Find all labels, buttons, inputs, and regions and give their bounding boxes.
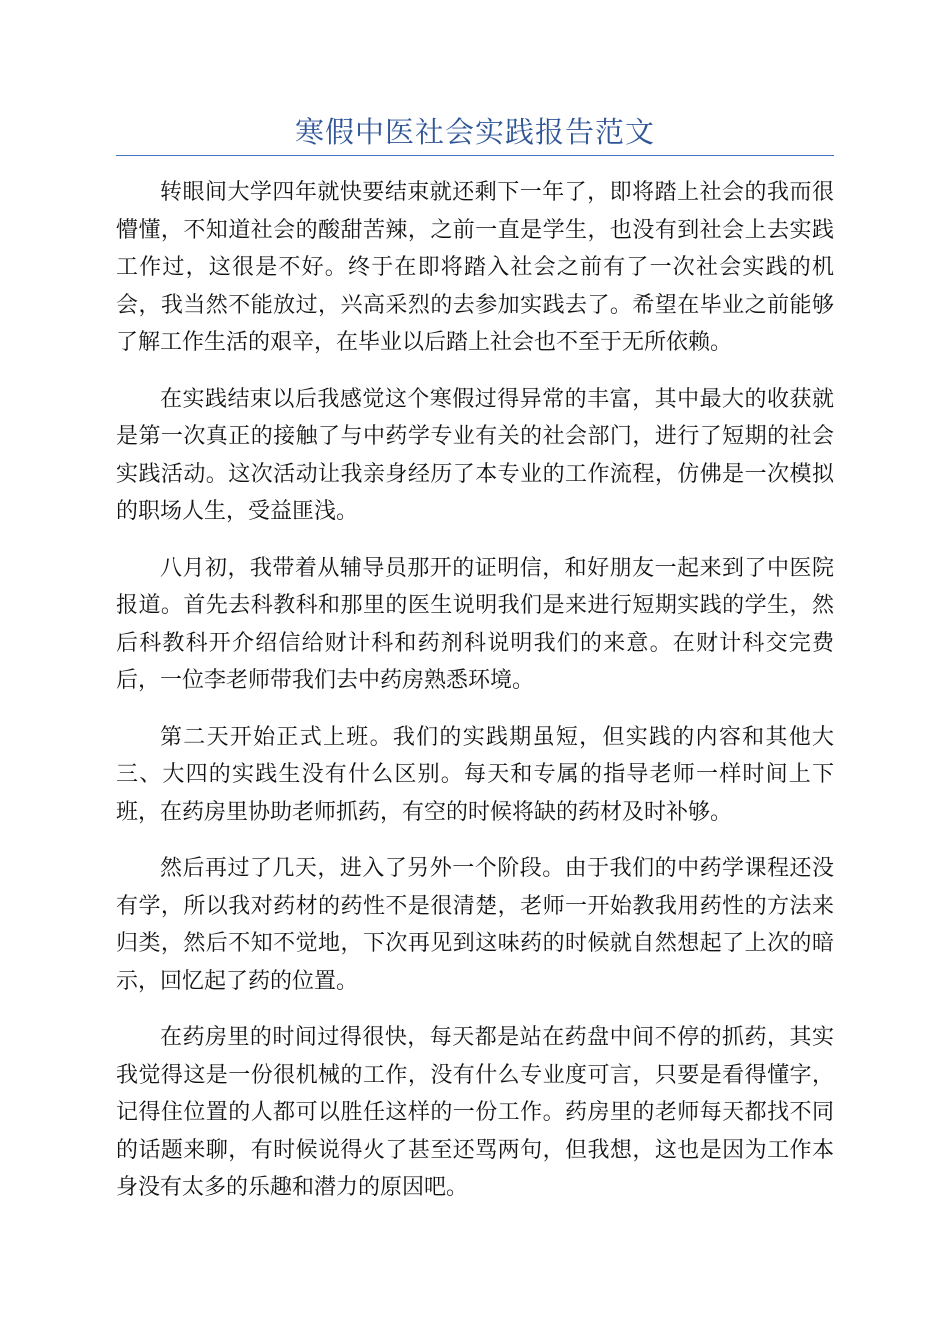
document-title: 寒假中医社会实践报告范文	[294, 115, 655, 149]
paragraph: 在药房里的时间过得很快，每天都是站在药盘中间不停的抓药，其实我觉得这是一份很机械的工作，没有什么专业度可言，只要是看得懂字，记得住位置的人都可以胜任这样的一份工作。药房里的老师每天都找不同的话题来聊，有时候说得火了甚至还骂两句，但我想，这也是因为工作本身没有太多的乐趣和潜力的原因吧。	[116, 1025, 834, 1200]
title-underline	[116, 155, 834, 156]
paragraph: 在实践结束以后我感觉这个寒假过得异常的丰富，其中最大的收获就是第一次真正的接触了与中药学专业有关的社会部门，进行了短期的社会实践活动。这次活动让我亲身经历了本专业的工作流程，仿佛是一次模拟的职场人生，受益匪浅。	[116, 386, 834, 524]
document-body	[116, 174, 834, 1226]
paragraph: 八月初，我带着从辅导员那开的证明信，和好朋友一起来到了中医院报道。首先去科教科和那里的医生说明我们是来进行短期实践的学生，然后科教科开介绍信给财计科和药剂科说明我们的来意。在财计科交完费后，一位李老师带我们去中药房熟悉环境。	[116, 555, 834, 693]
paragraph: 转眼间大学四年就快要结束就还剩下一年了，即将踏上社会的我而很懵懂，不知道社会的酸甜苦辣，之前一直是学生，也没有到社会上去实践工作过，这很是不好。终于在即将踏入社会之前有了一次社会实践的机会，我当然不能放过，兴高采烈的去参加实践去了。希望在毕业之前能够了解工作生活的艰辛，在毕业以后踏上社会也不至于无所依赖。	[116, 180, 834, 355]
paragraph: 然后再过了几天，进入了另外一个阶段。由于我们的中药学课程还没有学，所以我对药材的药性不是很清楚，老师一开始教我用药性的方法来归类，然后不知不觉地，下次再见到这味药的时候就自然想起了上次的暗示，回忆起了药的位置。	[116, 856, 834, 994]
paragraph: 第二天开始正式上班。我们的实践期虽短，但实践的内容和其他大三、大四的实践生没有什么区别。每天和专属的指导老师一样时间上下班，在药房里协助老师抓药，有空的时候将缺的药材及时补够。	[116, 724, 834, 825]
